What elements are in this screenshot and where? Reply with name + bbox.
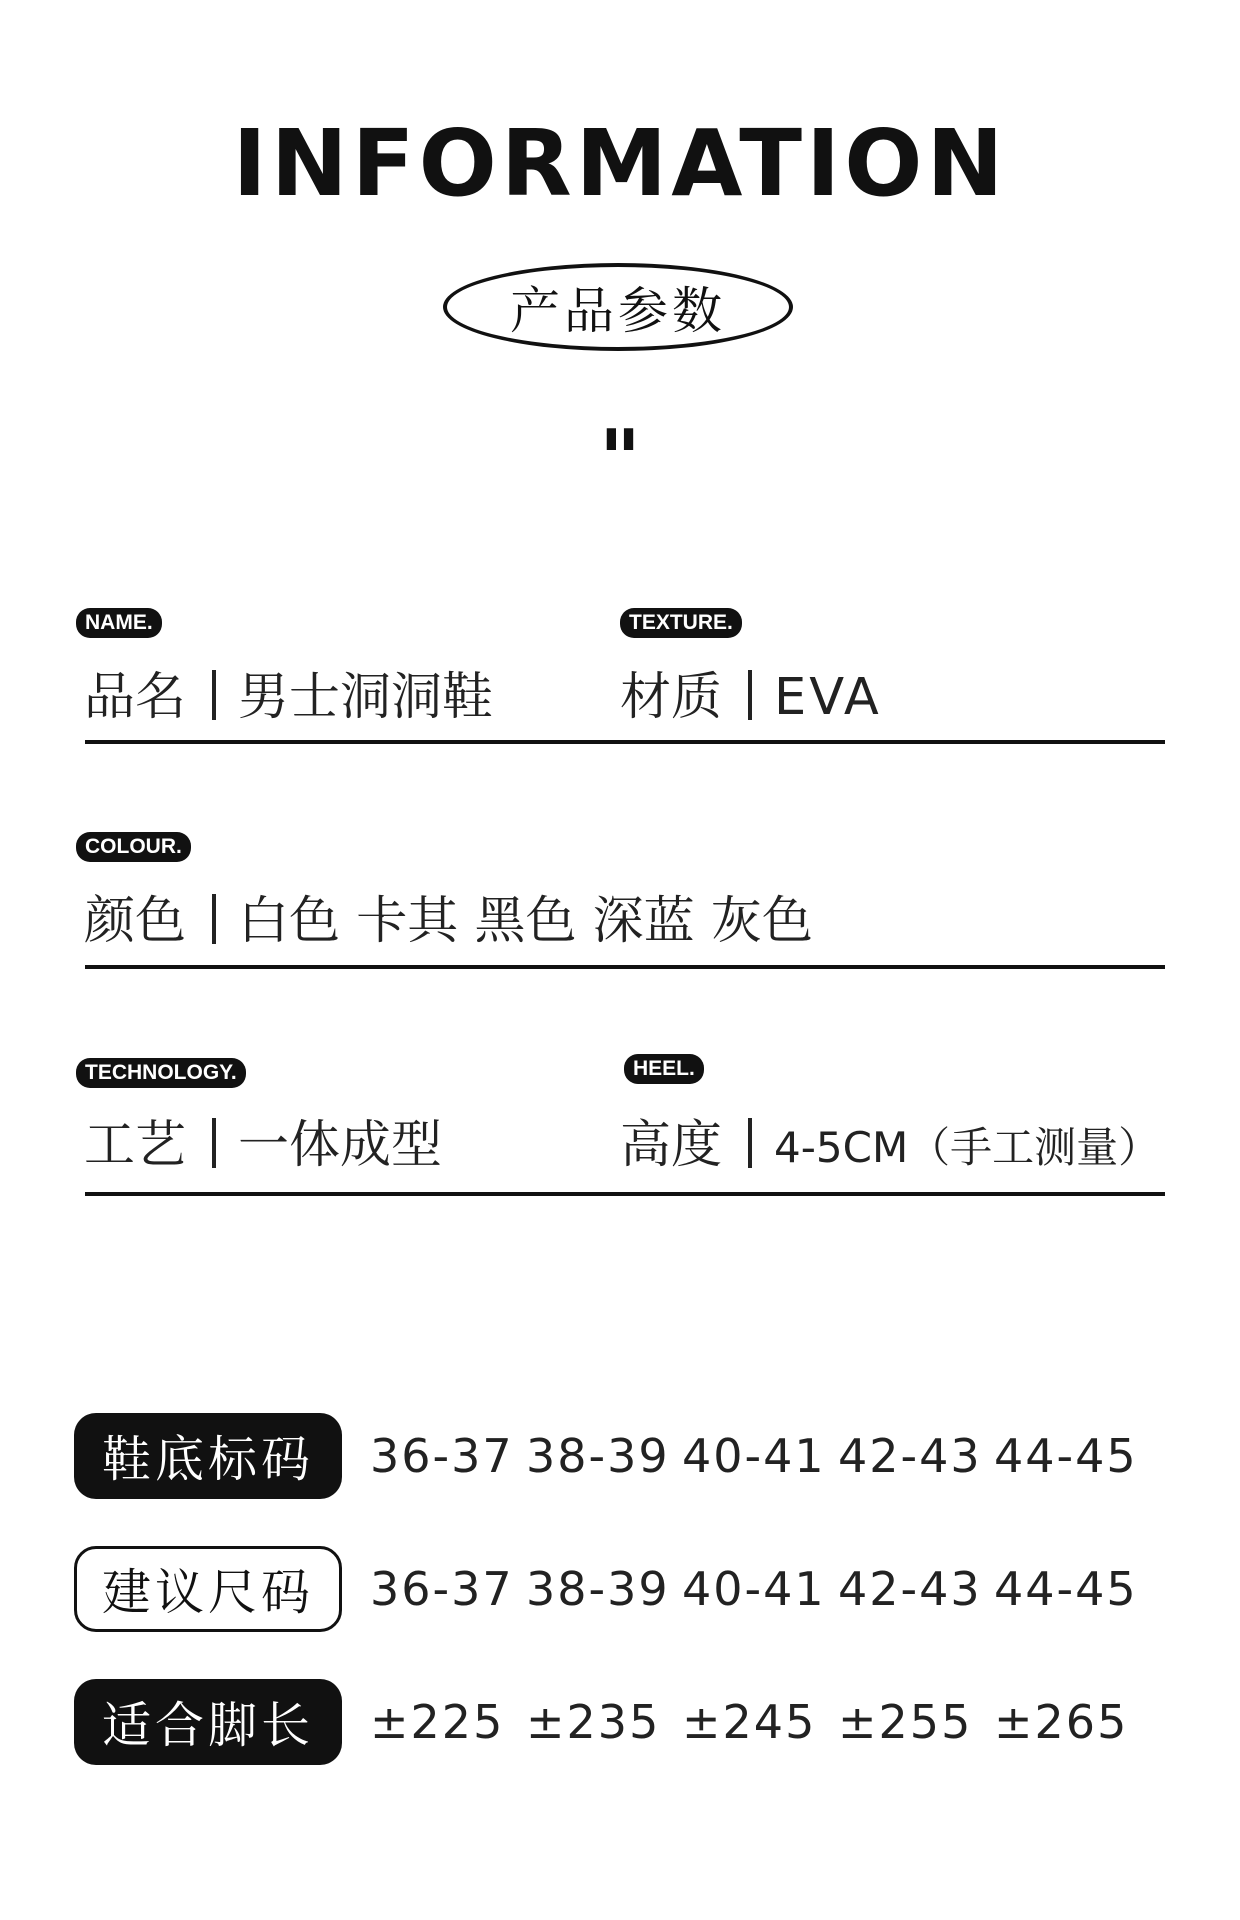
divider (212, 894, 216, 944)
row-divider (85, 740, 1165, 744)
texture-value: EVA (774, 668, 882, 727)
name-value: 男士洞洞鞋 (238, 668, 494, 727)
technology-field (84, 1116, 442, 1176)
size-cell: 44-45 (994, 1562, 1138, 1616)
size-cell: 40-41 (682, 1562, 826, 1616)
colour-value: 白色 卡其 黑色 深蓝 灰色 (238, 892, 813, 951)
texture-label: 材质 (620, 668, 723, 727)
foot-length-label: 适合脚长 (74, 1679, 342, 1765)
page-title: INFORMATION (232, 110, 1008, 217)
divider (748, 1118, 752, 1168)
texture-tag: TEXTURE. (620, 608, 742, 638)
size-cell: ±255 (838, 1695, 973, 1749)
technology-label: 工艺 (84, 1116, 187, 1175)
name-label: 品名 (84, 668, 187, 727)
technology-value: 一体成型 (238, 1116, 443, 1175)
size-cell: 36-37 (370, 1429, 514, 1483)
name-tag: NAME. (76, 608, 162, 638)
size-cell: ±265 (994, 1695, 1129, 1749)
divider (212, 1118, 216, 1168)
heel-tag: HEEL. (624, 1054, 704, 1084)
technology-tag: TECHNOLOGY. (76, 1058, 246, 1088)
suggested-size-label: 建议尺码 (74, 1546, 342, 1632)
size-cell: ±245 (682, 1695, 817, 1749)
size-cell: 42-43 (838, 1562, 982, 1616)
size-cell: 38-39 (526, 1562, 670, 1616)
colour-field (84, 892, 813, 952)
size-cell: 44-45 (994, 1429, 1138, 1483)
texture-field (620, 668, 882, 728)
suggested-size-row (370, 1546, 1170, 1632)
size-cell: 36-37 (370, 1562, 514, 1616)
heel-label: 高度 (620, 1116, 723, 1175)
colour-tag: COLOUR. (76, 832, 191, 862)
size-cell: ±225 (370, 1695, 505, 1749)
foot-length-row (370, 1679, 1170, 1765)
size-cell: 38-39 (526, 1429, 670, 1483)
size-cell: 42-43 (838, 1429, 982, 1483)
sole-size-row (370, 1413, 1170, 1499)
quote-mark-icon: " (599, 413, 641, 506)
size-cell: ±235 (526, 1695, 661, 1749)
subtitle-oval (443, 263, 793, 351)
size-cell: 40-41 (682, 1429, 826, 1483)
divider (748, 670, 752, 720)
heel-field (620, 1116, 1160, 1178)
subtitle-text: 产品参数 (510, 282, 726, 340)
name-field (84, 668, 493, 728)
colour-label: 颜色 (84, 892, 187, 951)
divider (212, 670, 216, 720)
row-divider (85, 965, 1165, 969)
heel-value: 4-5CM（手工测量） (774, 1123, 1161, 1172)
row-divider (85, 1192, 1165, 1196)
sole-size-label: 鞋底标码 (74, 1413, 342, 1499)
